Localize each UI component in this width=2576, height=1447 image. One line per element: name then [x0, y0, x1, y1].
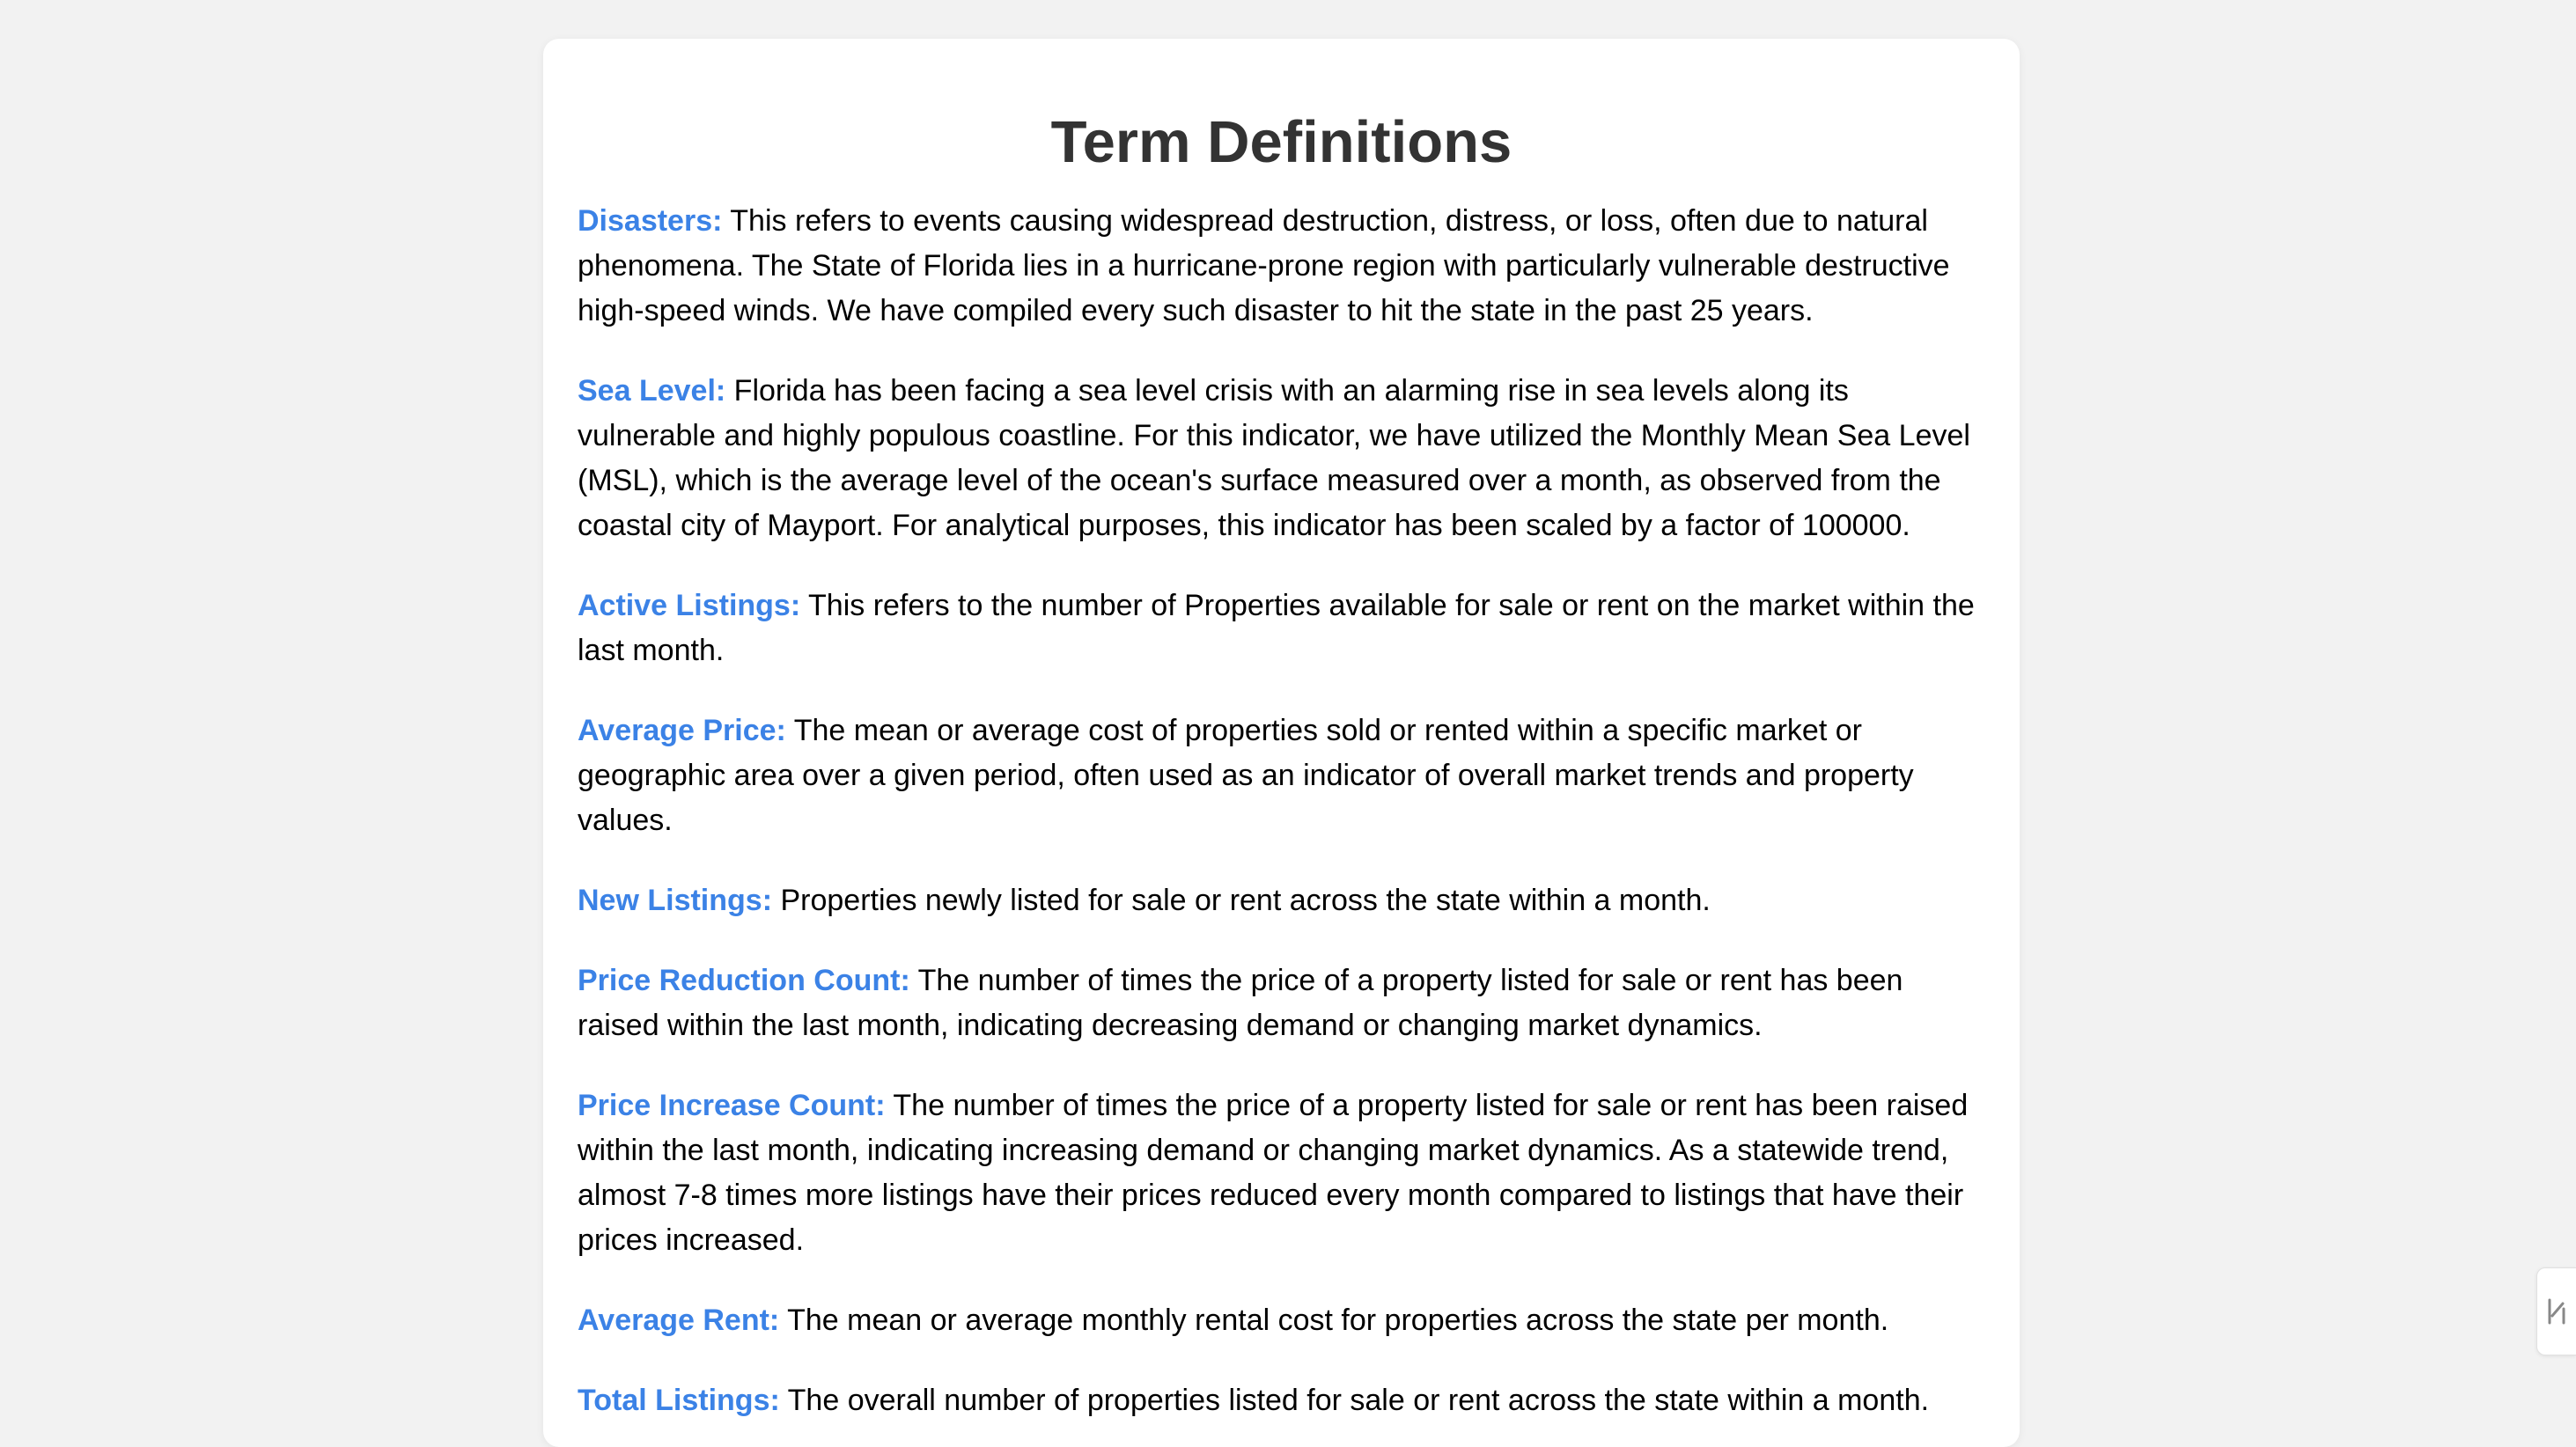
- definition-text: The number of times the price of a property listed for sale or rent has been raised within the last month, indicating decreasing demand or changing market dynamics.: [578, 964, 1903, 1043]
- definition-text: The number of times the price of a property listed for sale or rent has been raised within the last month, indicating increasing demand or changing market dynamics. As a statewide trend, almost 7-8 times more listings have their prices reduced every month compared to listings that have their prices increased.: [578, 1089, 1969, 1258]
- definition-term: Price Reduction Count:: [578, 964, 910, 998]
- definition-text: The overall number of properties listed for sale or rent across the state within a month.: [787, 1384, 1930, 1418]
- definition-item: [578, 1378, 1985, 1423]
- definition-term: Sea Level:: [578, 374, 726, 408]
- definition-term: New Listings:: [578, 884, 773, 918]
- side-panel-toggle[interactable]: [2536, 1267, 2576, 1355]
- definition-term: Disasters:: [578, 204, 723, 239]
- definition-term: Average Rent:: [578, 1304, 780, 1338]
- definition-term: Average Price:: [578, 714, 786, 748]
- page-title: Term Definitions: [1050, 109, 1512, 175]
- definitions-card: [543, 39, 2020, 1447]
- split-handle-icon: [2545, 1296, 2568, 1326]
- definition-text: The mean or average cost of properties sold or rented within a specific market or geographic area over a given period, often used as an indicator of overall market trends and property values.: [578, 714, 1914, 838]
- definition-text: This refers to the number of Properties available for sale or rent on the market within the last month.: [578, 589, 1975, 668]
- definition-text: Properties newly listed for sale or rent across the state within a month.: [780, 884, 1711, 918]
- definition-item: [578, 959, 1985, 1048]
- definition-item: [578, 584, 1985, 673]
- definition-term: Total Listings:: [578, 1384, 780, 1418]
- definition-text: Florida has been facing a sea level crisis with an alarming rise in sea levels along its vulnerable and highly populous coastline. For this indicator, we have utilized the Monthly Mean Sea Level (MSL), which is the average level of the ocean's surface measured over a month, as observed from the coastal city of Mayport. For analytical purposes, this indicator has been scaled by a factor of 100000.: [578, 374, 1970, 543]
- definition-item: [578, 878, 1985, 923]
- definition-item: [578, 1298, 1985, 1343]
- definition-term: Active Listings:: [578, 589, 801, 623]
- definitions-list: [578, 199, 1985, 1423]
- definition-item: [578, 709, 1985, 843]
- definition-term: Price Increase Count:: [578, 1089, 886, 1123]
- definition-item: [578, 369, 1985, 548]
- definition-text: The mean or average monthly rental cost for properties across the state per month.: [787, 1304, 1889, 1338]
- definition-item: [578, 199, 1985, 334]
- definition-item: [578, 1083, 1985, 1263]
- definition-text: This refers to events causing widespread destruction, distress, or loss, often due to natural phenomena. The State of Florida lies in a hurricane-prone region with particularly vulnerable destructive high-speed winds. We have compiled every such disaster to hit the state in the past 25 years.: [578, 204, 1950, 328]
